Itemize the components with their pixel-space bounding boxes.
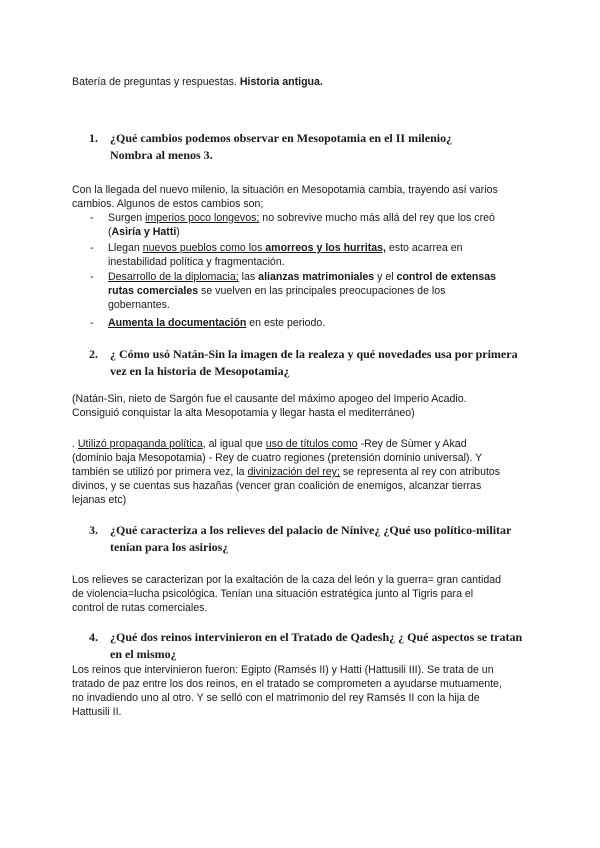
answer-2-context: (Natán-Sin, nieto de Sargón fue el causante del máximo apogeo del Imperio Acadio. Consiguió conquistar la alta Mesopotamia y llegar hasta el mediterráneo) xyxy=(72,393,467,419)
question-line: en el mismo¿ xyxy=(110,647,177,661)
list-item: - Desarrollo de la diplomacia; las alianzas matrimoniales y el control de extensas rutas comerciales se vuelven en las principales preocupaciones de los gobernantes. xyxy=(90,271,497,311)
answer-1-intro: Con la llegada del nuevo milenio, la situación en Mesopotamia cambia, trayendo así varios cambios. Algunos de estos cambios son; xyxy=(72,184,498,210)
bullet-dash: - xyxy=(90,317,94,329)
question-line: ¿Qué caracteriza a los relieves del palacio de Nínive¿ ¿Qué uso político-militar xyxy=(110,523,512,537)
list-item: - Aumenta la documentación en este periodo. xyxy=(90,317,326,329)
question-number: 1. xyxy=(89,131,98,145)
question-line: ¿ Cómo usó Natán-Sin la imagen de la realeza y qué novedades usa por primera xyxy=(110,347,518,361)
question-3-heading xyxy=(89,522,559,558)
header-subject: Historia antigua. xyxy=(239,76,323,88)
answer-2-body: . Utilizó propaganda política, al igual que uso de títulos como -Rey de Sùmer y Akad (dominio baja Mesopotamia) - Rey de cuatro regiones (pretensión dominio universal). Y también se utilizó por primera vez, la divinización del rey; se representa al rey con atributos divinos, y se cuentas sus hazañas (vencer gran coalición de enemigos, alcanzar tierras lejanas etc) xyxy=(72,438,501,506)
document-header: Batería de preguntas y respuestas. Historia antigua. xyxy=(72,76,323,88)
bullet-dash: - xyxy=(90,242,94,254)
question-number: 4. xyxy=(89,630,98,644)
question-1-heading xyxy=(89,130,549,166)
question-line: ¿Qué dos reinos intervinieron en el Tratado de Qadesh¿ ¿ Qué aspectos se tratan xyxy=(110,630,523,644)
answer-4-body: Los reinos que intervinieron fueron: Egipto (Ramsés II) y Hatti (Hattusili III). Se trata de un tratado de paz entre los dos reinos, en el tratado se comprometen a ayudarse mutuamente, no invadiendo uno al otro. Y se selló con el matrimonio del rey Ramsés II con la hija de Hattusili II. xyxy=(72,664,502,718)
answer-3-body: Los relieves se caracterizan por la exaltación de la caza del león y la guerra= gran cantidad de violencia=lucha psicológica. Tenían una situación estratégica junto al Tigris para el control de rutas comerciales. xyxy=(72,574,502,614)
question-number: 3. xyxy=(89,523,98,537)
question-number: 2. xyxy=(89,347,98,361)
question-line: Nombra al menos 3. xyxy=(110,148,213,162)
bullet-dash: - xyxy=(90,271,94,283)
question-2-heading xyxy=(89,346,559,382)
bullet-dash: - xyxy=(90,212,94,224)
list-item: - Llegan nuevos pueblos como los amorreos y los hurritas, esto acarrea en inestabilidad política y fragmentación. xyxy=(90,242,463,268)
question-line: tenían para los asirios¿ xyxy=(110,540,229,554)
question-4-heading xyxy=(89,629,559,665)
question-line: vez en la historia de Mesopotamia¿ xyxy=(110,364,290,378)
question-line: ¿Qué cambios podemos observar en Mesopotamia en el II milenio¿ xyxy=(110,131,453,145)
list-item: - Surgen imperios poco longevos; no sobrevive mucho más allá del rey que los creó (Asiría y Hatti) xyxy=(90,212,495,238)
